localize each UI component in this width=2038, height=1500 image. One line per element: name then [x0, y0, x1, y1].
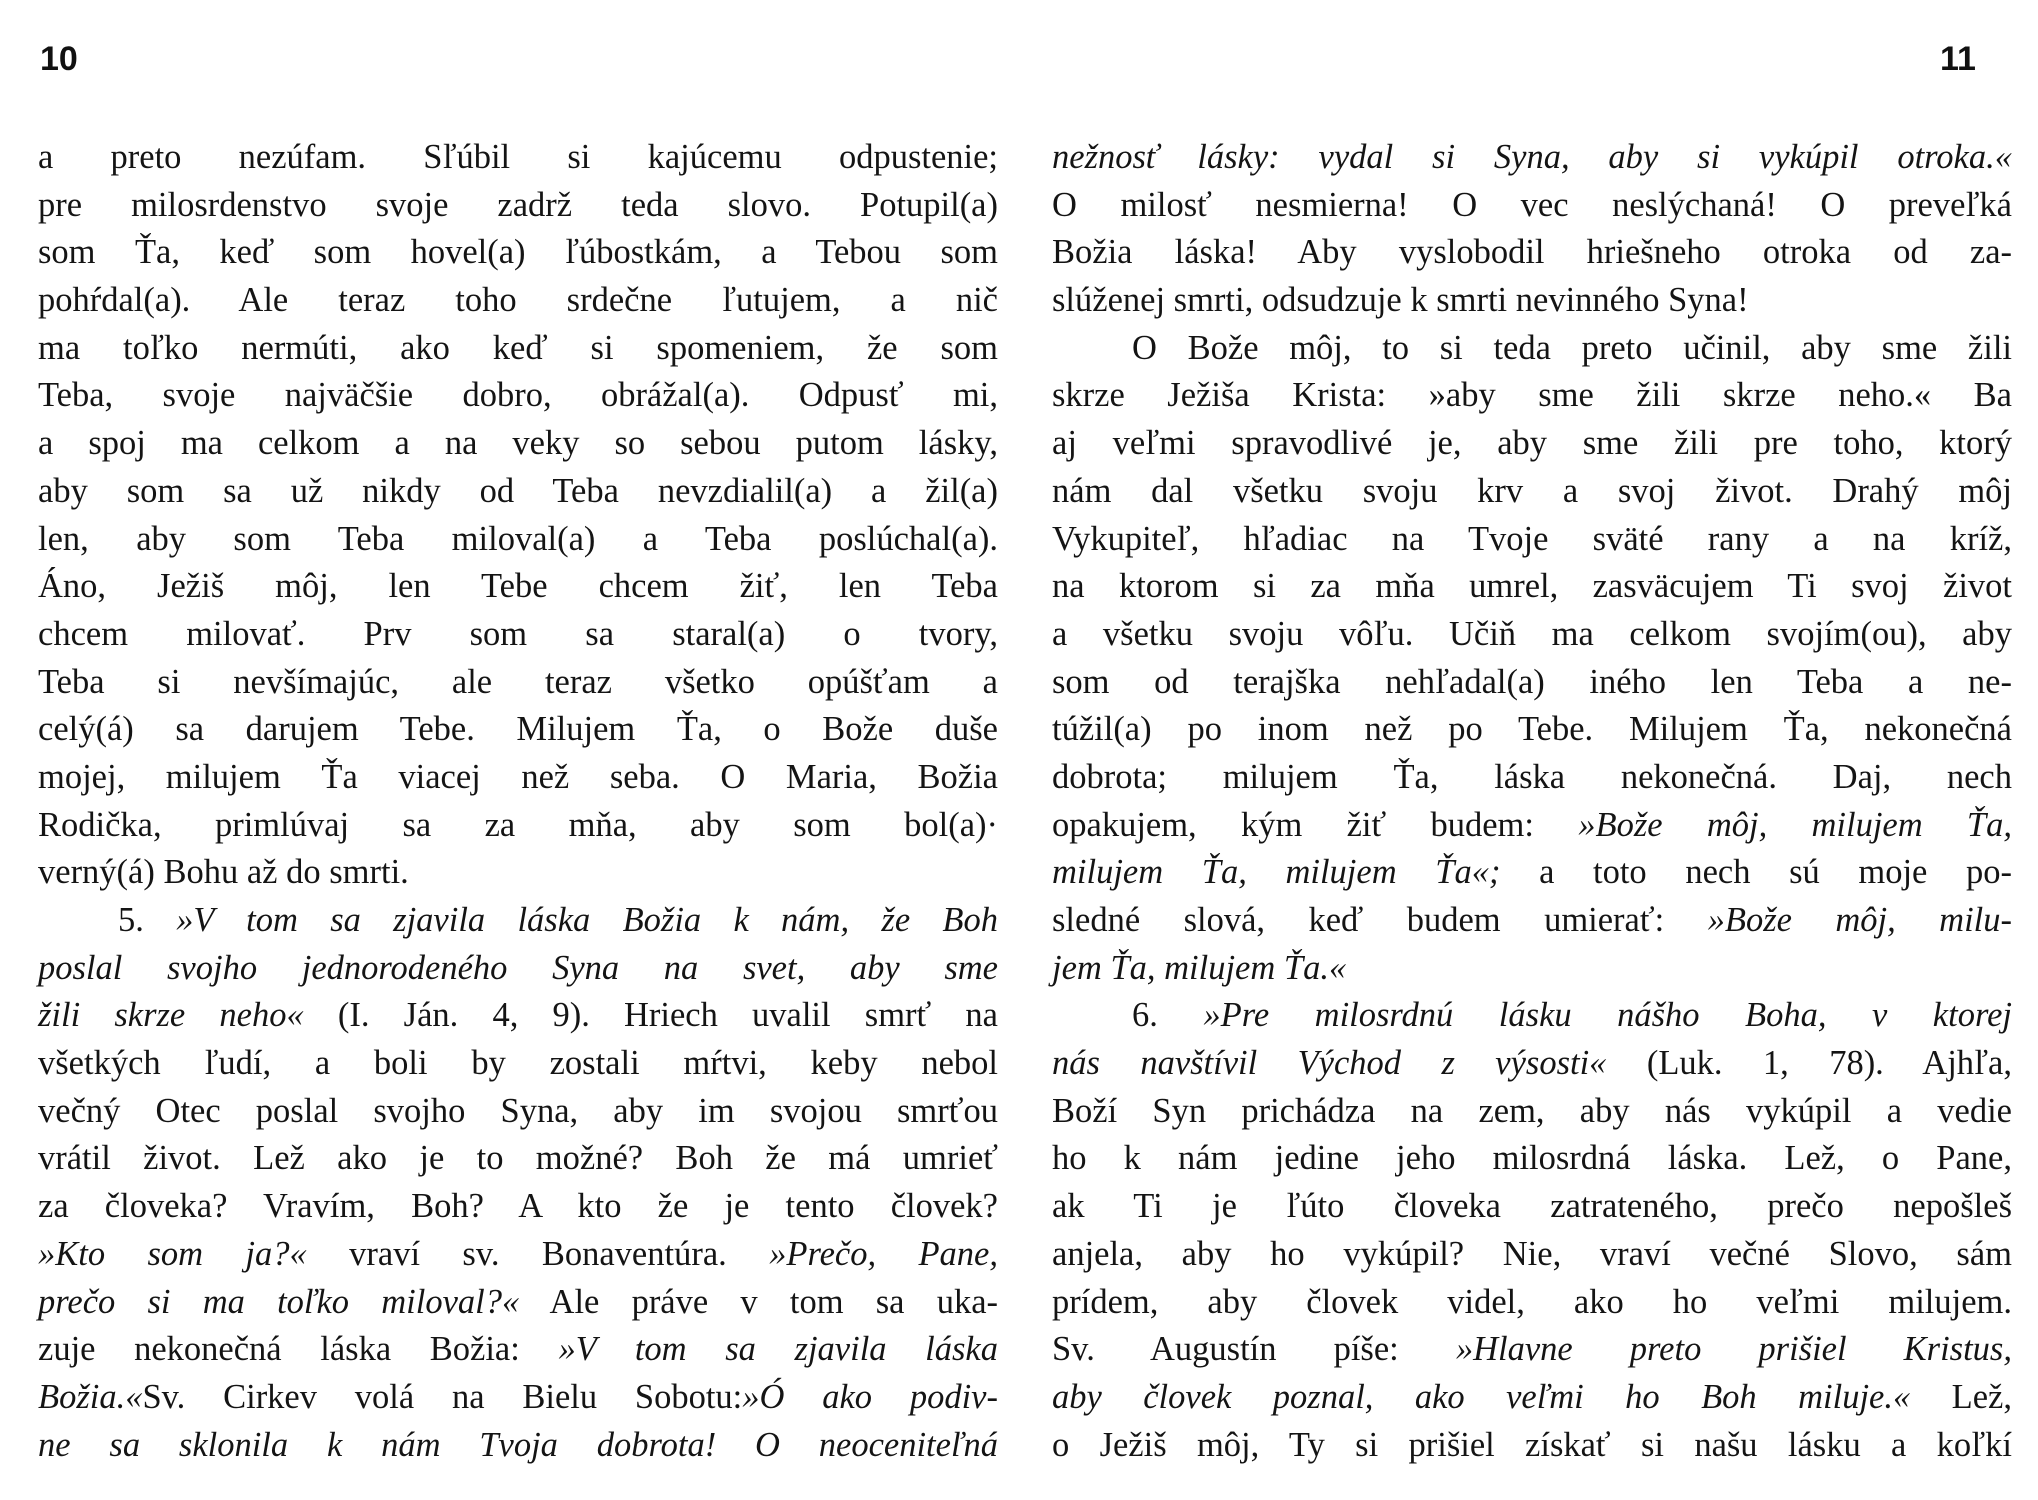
text-line: pre milosrdenstvo svoje zadrž teda slovo. Potupil(a) [38, 185, 998, 224]
text-line: aby som sa už nikdy od Teba nevzdialil(a) a žil(a) [38, 471, 998, 510]
text-line [38, 1326, 998, 1374]
text-line: na ktorom si za mňa umrel, zasväcujem Ti svoj život [1052, 567, 2012, 606]
text-line: vrátil život. Lež ako je to možné? Boh že má umrieť [38, 1139, 998, 1178]
quote-text: milujem Ťa, milujem Ťa«; [1052, 853, 1501, 892]
text-line [1052, 1040, 2012, 1088]
text-line: celý(á) sa darujem Tebe. Milujem Ťa, o Bože duše [38, 710, 998, 749]
paragraph-start-line: O Bože môj, to si teda preto učinil, aby sme žili [1132, 328, 2012, 367]
page-number-right: 11 [1940, 40, 1976, 78]
text-line: verný(á) Bohu až do smrti. [38, 853, 409, 892]
text-line [1052, 849, 2012, 897]
text-line: večný Otec poslal svojho Syna, aby im svojou smrťou [38, 1091, 998, 1130]
quote-text: »Kto som ja?« [38, 1234, 307, 1273]
text-line: chcem milovať. Prv som sa staral(a) o tvory, [38, 614, 998, 653]
text-line: a preto nezúfam. Sľúbil si kajúcemu odpustenie; [38, 138, 998, 176]
text-line [38, 945, 998, 993]
text: opakujem, kým žiť budem: [1052, 805, 1579, 844]
text-line: len, aby som Teba miloval(a) a Teba poslúchal(a). [38, 519, 998, 558]
text-line [38, 1231, 998, 1279]
text-line: mojej, milujem Ťa viacej než seba. O Maria, Božia [38, 757, 998, 796]
text: Sv. Augustín píše: [1052, 1330, 1456, 1369]
quote-text: Božia.« [38, 1377, 143, 1416]
text: vraví sv. Bonaventúra. [306, 1234, 770, 1273]
text-line: skrze Ježiša Krista: »aby sme žili skrze neho.« Ba [1052, 376, 2012, 415]
text-line [38, 1422, 998, 1470]
text-line: dobrota; milujem Ťa, láska nekonečná. Daj, nech [1052, 757, 2012, 796]
text-line: slúženej smrti, odsudzuje k smrti nevinného Syna! [1052, 281, 1749, 320]
quote-text: aby človek poznal, ako veľmi ho Boh miluje.« [1052, 1377, 1911, 1416]
text-line [38, 1279, 998, 1327]
text-line: pohŕdal(a). Ale teraz toho srdečne ľutujem, a nič [38, 281, 998, 320]
text-line [1052, 1326, 2012, 1374]
text-line: ak Ti je ľúto človeka zatrateného, prečo nepošleš [1052, 1187, 2012, 1226]
section-number: 5. [118, 901, 144, 939]
text-line: prídem, aby človek videl, ako ho veľmi milujem. [1052, 1282, 2012, 1321]
quote-text: »Prečo, Pane, [769, 1234, 998, 1273]
quote-text: »V tom sa zjavila láska Božia k nám, že Boh [176, 901, 998, 939]
quote-text: »Ó ako podiv- [742, 1377, 998, 1416]
quote-text: »Bože môj, milujem Ťa, [1578, 805, 2012, 844]
text-line [38, 1374, 998, 1422]
text-line: za človeka? Vravím, Boh? A kto že je tento človek? [38, 1187, 998, 1226]
text-line [1052, 1374, 2012, 1422]
page-number-left: 10 [40, 40, 78, 78]
text-line: Rodička, primlúvaj sa za mňa, aby som bol(a)· [38, 805, 998, 844]
text-line: anjela, aby ho vykúpil? Nie, vraví večné Slovo, sám [1052, 1234, 2012, 1273]
quote-text: jem Ťa, milujem Ťa.« [1052, 948, 1347, 987]
text-line [1052, 945, 2012, 993]
text-line: a všetku svoju vôľu. Učiň ma celkom svojím(ou), aby [1052, 614, 2012, 653]
section-number: 6. [1132, 996, 1158, 1035]
right-column [1052, 134, 2012, 1469]
left-column [38, 134, 998, 1469]
text-line [1052, 802, 2012, 850]
text-line: aj veľmi spravodlivé je, aby sme žili pre toho, ktorý [1052, 424, 2012, 463]
text-line: Teba, svoje najväčšie dobro, obrážal(a). Odpusť mi, [38, 376, 998, 415]
quote-text: prečo si ma toľko miloval?« [38, 1282, 520, 1321]
text-line: Božia láska! Aby vyslobodil hriešneho otroka od za- [1052, 233, 2012, 272]
text-line [1052, 134, 2012, 182]
section-5-line-1 [38, 897, 998, 945]
text-line: som od terajška nehľadal(a) iného len Teba a ne- [1052, 662, 2012, 701]
text-line: nám dal všetku svoju krv a svoj život. Drahý môj [1052, 471, 2012, 510]
quote-text: »V tom sa zjavila láska [558, 1330, 998, 1369]
text-line: a spoj ma celkom a na veky so sebou putom lásky, [38, 424, 998, 463]
text-line: všetkých ľudí, a boli by zostali mŕtvi, keby nebol [38, 1044, 998, 1083]
quote-text: žili skrze neho« [38, 996, 304, 1035]
text: a toto nech sú moje po- [1500, 853, 2012, 892]
text-line: ho k nám jedine jeho milosrdná láska. Lež, o Pane, [1052, 1139, 2012, 1178]
text-line: Vykupiteľ, hľadiac na Tvoje sväté rany a na kríž, [1052, 519, 2012, 558]
section-6-line-1 [1052, 992, 2012, 1040]
text: Lež, [1910, 1377, 2012, 1416]
text: (Luk. 1, 78). Ajhľa, [1606, 1044, 2012, 1083]
quote-text: »Hlavne preto prišiel Kristus, [1455, 1330, 2012, 1369]
text: zuje nekonečná láska Božia: [38, 1330, 559, 1369]
text-line: o Ježiš môj, Ty si prišiel získať si našu lásku a koľkí [1052, 1425, 2012, 1464]
quote-text: poslal svojho jednorodeného Syna na svet, aby sme [38, 948, 998, 987]
quote-text: nežnosť lásky: vydal si Syna, aby si vykúpil otroka.« [1052, 138, 2012, 176]
text-line: Boží Syn prichádza na zem, aby nás vykúpil a vedie [1052, 1091, 2012, 1130]
quote-text: »Pre milosrdnú lásku nášho Boha, v ktorej [1203, 996, 2012, 1035]
quote-text: nás navštívil Východ z výsosti« [1052, 1044, 1607, 1083]
text-line [38, 992, 998, 1040]
text-line: túžil(a) po inom než po Tebe. Milujem Ťa, nekonečná [1052, 710, 2012, 749]
text-line: som Ťa, keď som hovel(a) ľúbostkám, a Tebou som [38, 233, 998, 272]
text: sledné slová, keď budem umierať: [1052, 901, 1708, 939]
text-line: Teba si nevšímajúc, ale teraz všetko opúšťam a [38, 662, 998, 701]
text-line: O milosť nesmierna! O vec neslýchaná! O preveľká [1052, 185, 2012, 224]
text: Ale práve v tom sa uka- [519, 1282, 998, 1321]
text: Sv. Cirkev volá na Bielu Sobotu: [142, 1377, 743, 1416]
text-line: Áno, Ježiš môj, len Tebe chcem žiť, len Teba [38, 567, 998, 606]
text: (I. Ján. 4, 9). Hriech uvalil smrť na [303, 996, 998, 1035]
quote-text: ne sa sklonila k nám Tvoja dobrota! O neoceniteľná [38, 1425, 998, 1464]
quote-text: »Bože môj, milu- [1707, 901, 2012, 939]
text-line: ma toľko nermúti, ako keď si spomeniem, že som [38, 328, 998, 367]
text-line [1052, 897, 2012, 945]
